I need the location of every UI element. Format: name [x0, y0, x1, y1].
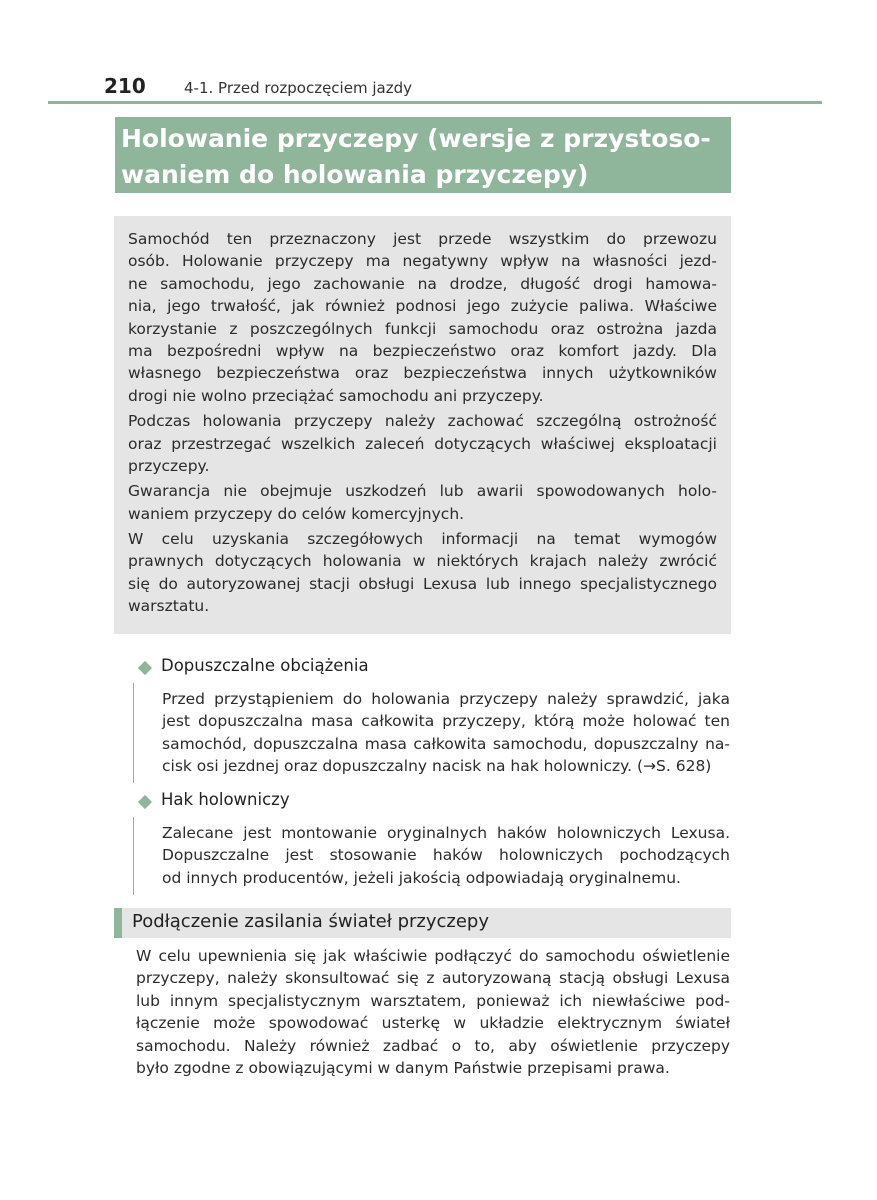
- subsection-heading: [114, 908, 731, 938]
- text-line: W celu upewnienia się jak właściwie podłączyć do samochodu oświetlenie: [136, 947, 730, 965]
- text-line: Gwarancja nie obejmuje uszkodzeń lub awarii spowodowanych holo-: [128, 482, 717, 501]
- text-line: korzystanie z poszczególnych funkcji samochodu oraz ostrożna jazda: [128, 319, 717, 338]
- header-divider: [48, 101, 822, 104]
- section-rule: [133, 817, 134, 895]
- text-line: ne samochodu, jego zachowanie na drodze, długość drogi hamowa-: [128, 274, 717, 293]
- intro-box: [114, 216, 731, 634]
- text-line: jest dopuszczalna masa całkowita przyczepy, którą może holować ten: [162, 712, 730, 731]
- text-line: przyczepy, należy skonsultować się z autoryzowaną stacją obsługi Lexusa: [136, 969, 730, 988]
- tow-hitch-text: [162, 822, 730, 889]
- lights-text: [136, 945, 730, 1079]
- text-line: przyczepy.: [128, 456, 210, 475]
- text-line: Zalecane jest montowanie oryginalnych haków holowniczych Lexusa.: [162, 824, 730, 842]
- diamond-bullet-icon: [138, 661, 152, 675]
- text-line: Podczas holowania przyczepy należy zachować szczególną ostrożność: [128, 412, 717, 431]
- permissible-loads-text: [162, 688, 730, 778]
- intro-paragraph: [128, 228, 717, 407]
- text-line: łączenie może spowodować usterkę w układzie elektrycznym świateł: [136, 1014, 730, 1033]
- text-line: Przed przystąpieniem do holowania przyczepy należy sprawdzić, jaka: [162, 690, 730, 708]
- intro-paragraph: [128, 480, 717, 525]
- section-reference: 4-1. Przed rozpoczęciem jazdy: [184, 79, 412, 97]
- text-line: oraz przestrzegać wszelkich zaleceń dotyczących właściwej eksploatacji: [128, 434, 717, 453]
- text-line: warsztatu.: [128, 597, 210, 616]
- text-line: samochodu. Należy również zadbać o to, aby oświetlenie przyczepy: [136, 1036, 730, 1055]
- text-line: drogi nie wolno przeciążać samochodu ani przyczepy.: [128, 386, 544, 405]
- text-line: własnego bezpieczeństwa oraz bezpieczeństwa innych użytkowników: [128, 364, 717, 383]
- section-rule: [133, 683, 134, 783]
- text-line: Samochód ten przeznaczony jest przede wszystkim do przewozu: [128, 230, 717, 248]
- tow-hitch-title: Hak holowniczy: [161, 790, 290, 809]
- text-line: samochód, dopuszczalna masa całkowita samochodu, dopuszczalny na-: [162, 734, 730, 753]
- page-header: [100, 72, 822, 102]
- text-line: osób. Holowanie przyczepy ma negatywny wpływ na własności jezd-: [128, 252, 717, 271]
- text-line: Dopuszczalne jest stosowanie haków holowniczych pochodzących: [162, 846, 730, 865]
- text-line: W celu uzyskania szczegółowych informacji na temat wymogów: [128, 530, 717, 549]
- text-line: lub innym specjalistycznym warsztatem, ponieważ ich niewłaściwe pod-: [136, 991, 730, 1010]
- permissible-loads-title: Dopuszczalne obciążenia: [161, 656, 369, 675]
- text-line: ma bezpośredni wpływ na bezpieczeństwo oraz komfort jazdy. Dla: [128, 341, 717, 360]
- diamond-bullet-icon: [138, 795, 152, 809]
- intro-paragraph: [128, 410, 717, 477]
- title-line: waniem do holowania przyczepy): [121, 160, 589, 189]
- title-line: Holowanie przyczepy (wersje z przystoso-: [121, 124, 711, 153]
- page-title: [115, 117, 731, 193]
- text-line: się do autoryzowanej stacji obsługi Lexusa lub innego specjalistycznego: [128, 574, 717, 593]
- text-line: cisk osi jezdnej oraz dopuszczalny nacisk na hak holowniczy. (→S. 628): [162, 757, 712, 776]
- subsection-title: Podłączenie zasilania świateł przyczepy: [132, 911, 489, 932]
- intro-paragraph: [128, 528, 717, 618]
- text-line: waniem przyczepy do celów komercyjnych.: [128, 504, 465, 523]
- page-number: 210: [104, 74, 146, 98]
- text-line: było zgodne z obowiązującymi w danym Państwie przepisami prawa.: [136, 1058, 670, 1077]
- text-line: nia, jego trwałość, jak również podnosi jego zużycie paliwa. Właściwe: [128, 297, 717, 316]
- text-line: od innych producentów, jeżeli jakością odpowiadają oryginalnemu.: [162, 868, 681, 887]
- text-line: prawnych dotyczących holowania w niektórych krajach należy zwrócić: [128, 552, 717, 571]
